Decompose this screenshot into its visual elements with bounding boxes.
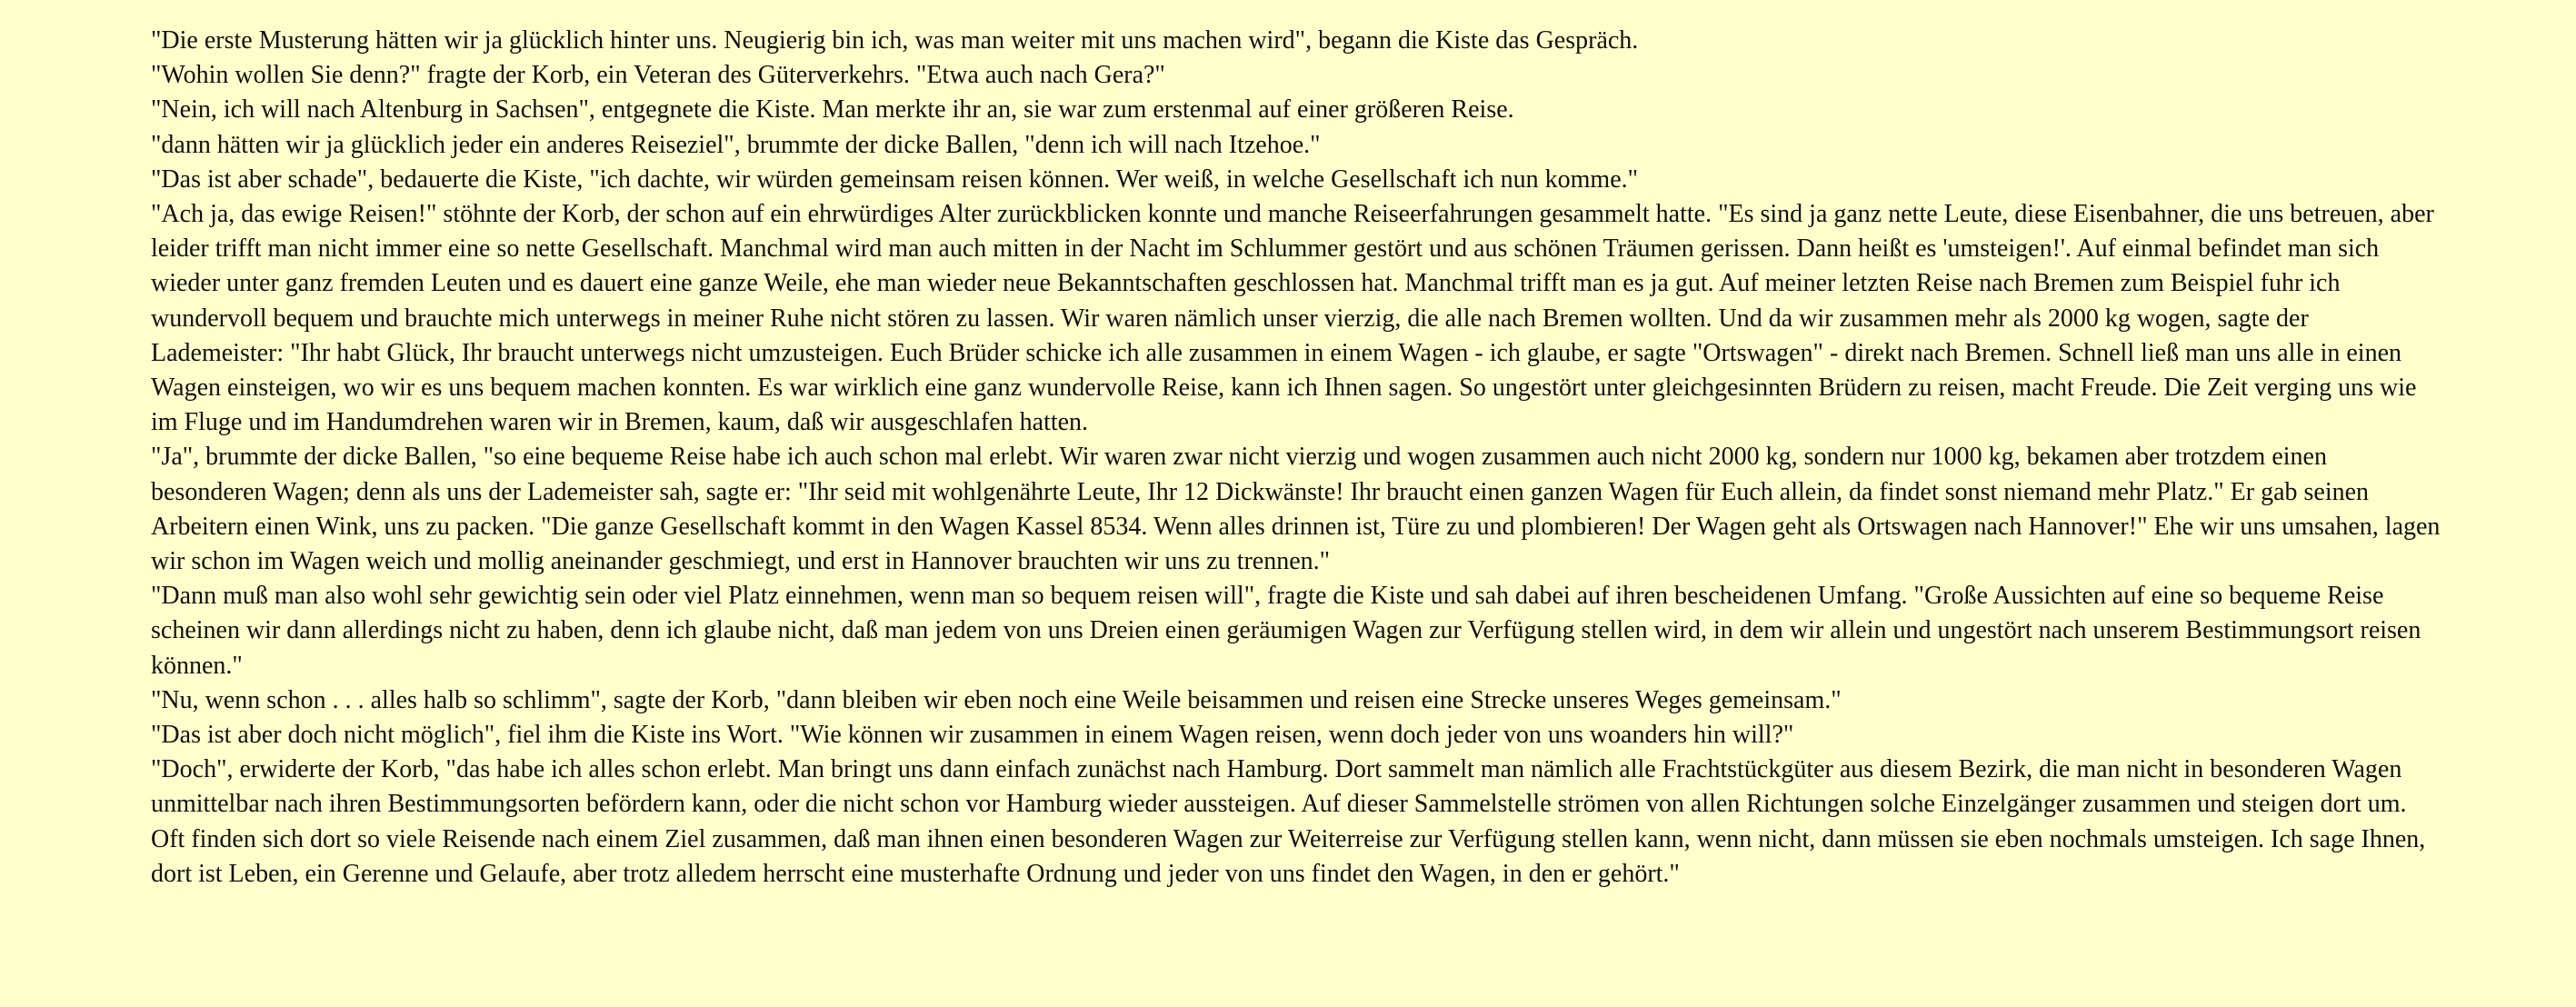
paragraph: "Ja", brummte der dicke Ballen, "so eine bequeme Reise habe ich auch schon mal erlebt. Wir waren zwar nicht vierzig und wogen zusammen auch nicht 2000 kg, sondern nur 1000 kg, bekamen aber trotzdem einen besonderen Wagen; denn als uns der Lademeister sah, sagte er: "Ihr seid mit wohlgenährte Leute, Ihr 12 Dickwänste! Ihr braucht einen ganzen Wagen für Euch allein, da findet sonst niemand mehr Platz." Er gab seinen Arbeitern einen Wink, uns zu packen. "Die ganze Gesellschaft kommt in den Wagen Kassel 8534. Wenn alles drinnen ist, Türe zu und plombieren! Der Wagen geht als Ortswagen nach Hannover!" Ehe wir uns umsahen, lagen wir schon im Wagen weich und mollig aneinander geschmiegt, und erst in Hannover brauchten wir uns zu trennen." xyxy=(151,443,2441,576)
paragraph: "Doch", erwiderte der Korb, "das habe ich alles schon erlebt. Man bringt uns dann einfach zunächst nach Hamburg. Dort sammelt man nämlich alle Frachtstückgüter aus diesem Bezirk, die man nicht in besonderen Wagen unmittelbar nach ihren Bestimmungsorten befördern kann, oder die nicht schon vor Hamburg wieder aussteigen. Auf dieser Sammelstelle strömen von allen Richtungen solche Einzelgänger zusammen und steigen dort um. Oft finden sich dort so viele Reisende nach einem Ziel zusammen, daß man ihnen einen besonderen Wagen zur Weiterreise zur Verfügung stellen kann, wenn nicht, dann müssen sie eben nochmals umsteigen. Ich sage Ihnen, dort ist Leben, ein Gerenne und Gelaufe, aber trotz alledem herrscht eine musterhafte Ordnung und jeder von uns findet den Wagen, in den er gehört." xyxy=(151,755,2426,888)
paragraph: "Die erste Musterung hätten wir ja glücklich hinter uns. Neugierig bin ich, was man weiter mit uns machen wird", begann die Kiste das Gespräch. xyxy=(151,26,1639,55)
paragraph: "Ach ja, das ewige Reisen!" stöhnte der Korb, der schon auf ein ehrwürdiges Alter zurückblicken konnte und manche Reiseerfahrungen gesammelt hatte. "Es sind ja ganz nette Leute, diese Eisenbahner, die uns betreuen, aber leider trifft man nicht immer eine so nette Gesellschaft. Manchmal wird man auch mitten in der Nacht im Schlummer gestört und aus schönen Träumen gerissen. Dann heißt es 'umsteigen!'. Auf einmal befindet man sich wieder unter ganz fremden Leuten und es dauert eine ganze Weile, ehe man wieder neue Bekanntschaften geschlossen hat. Manchmal trifft man es ja gut. Auf meiner letzten Reise nach Bremen zum Beispiel fuhr ich wundervoll bequem und brauchte mich unterwegs in meiner Ruhe nicht stören zu lassen. Wir waren nämlich unser vierzig, die alle nach Bremen wollten. Und da wir zusammen mehr als 2000 kg wogen, sagte der Lademeister: "Ihr habt Glück, Ihr braucht unterwegs nicht umzusteigen. Euch Brüder schicke ich alle zusammen in einem Wagen - ich glaube, er sagte "Ortswagen" - direkt nach Bremen. Schnell ließ man uns alle in einen Wagen einsteigen, wo wir es uns bequem machen konnten. Es war wirklich eine ganz wundervolle Reise, kann ich Ihnen sagen. So ungestört unter gleichgesinnten Brüdern zu reisen, macht Freude. Die Zeit verging uns wie im Fluge und im Handumdrehen waren wir in Bremen, kaum, daß wir ausgeschlafen hatten. xyxy=(151,200,2434,437)
document-body xyxy=(151,24,2441,892)
paragraph: "Das ist aber schade", bedauerte die Kiste, "ich dachte, wir würden gemeinsam reisen können. Wer weiß, in welche Gesellschaft ich nun komme." xyxy=(151,165,1639,194)
paragraph: "Dann muß man also wohl sehr gewichtig sein oder viel Platz einnehmen, wenn man so bequem reisen will", fragte die Kiste und sah dabei auf ihren bescheidenen Umfang. "Große Aussichten auf eine so bequeme Reise scheinen wir dann allerdings nicht zu haben, denn ich glaube nicht, daß man jedem von uns Dreien einen geräumigen Wagen zur Verfügung stellen wird, in dem wir allein und ungestört nach unserem Bestimmungsort reisen können." xyxy=(151,582,2421,680)
paragraph: "dann hätten wir ja glücklich jeder ein anderes Reiseziel", brummte der dicke Ballen, "denn ich will nach Itzehoe." xyxy=(151,130,1321,159)
paragraph: "Das ist aber doch nicht möglich", fiel ihm die Kiste ins Wort. "Wie können wir zusammen in einem Wagen reisen, wenn doch jeder von uns woanders hin will?" xyxy=(151,721,1794,750)
paragraph: "Wohin wollen Sie denn?" fragte der Korb, ein Veteran des Güterverkehrs. "Etwa auch nach Gera?" xyxy=(151,61,1165,90)
paragraph: "Nu, wenn schon . . . alles halb so schlimm", sagte der Korb, "dann bleiben wir eben noch eine Weile beisammen und reisen eine Strecke unseres Weges gemeinsam." xyxy=(151,685,1842,714)
paragraph: "Nein, ich will nach Altenburg in Sachsen", entgegnete die Kiste. Man merkte ihr an, sie war zum erstenmal auf einer größeren Reise. xyxy=(151,95,1514,125)
